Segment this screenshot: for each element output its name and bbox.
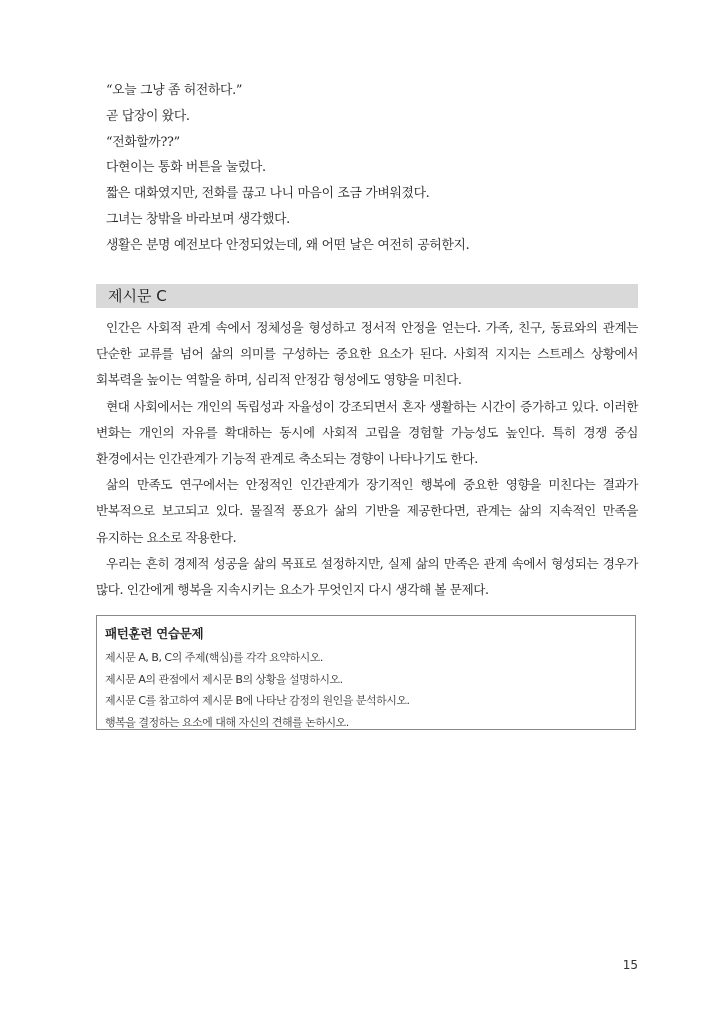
- passage-paragraph: 삶의 만족도 연구에서는 안정적인 인간관계가 장기적인 행복에 중요한 영향을 미친다는 결과가 반복적으로 보고되고 있다. 물질적 풍요가 삶의 기반을 제공한다면, 관계는 삶의 지속적인 만족을 유지하는 요소로 작용한다.: [96, 477, 638, 545]
- exercise-list: [105, 647, 409, 733]
- passage-paragraph: 우리는 흔히 경제적 성공을 삶의 목표로 설정하지만, 실제 삶의 만족은 관계 속에서 형성되는 경우가 많다. 인간에게 행복을 지속시키는 요소가 무엇인지 다시 생각해 볼 문제다.: [96, 555, 638, 598]
- narrative-line: 짧은 대화였지만, 전화를 끊고 나니 마음이 조금 가벼워졌다.: [106, 186, 430, 202]
- narrative-line: “전화할까??”: [106, 134, 180, 150]
- section-title: 제시문 C: [108, 287, 167, 305]
- narrative-passage: [96, 78, 656, 259]
- narrative-line: 그녀는 창밖을 바라보며 생각했다.: [106, 211, 290, 227]
- narrative-line: “오늘 그냥 좀 허전하다.”: [106, 83, 243, 98]
- exercise-item: 제시문 A, B, C의 주제(핵심)를 각각 요약하시오.: [105, 651, 323, 664]
- page-number: 15: [622, 958, 638, 972]
- narrative-line: 곧 답장이 왔다.: [106, 108, 190, 124]
- exercise-title: 패턴훈련 연습문제: [105, 626, 204, 641]
- passage-paragraph: 인간은 사회적 관계 속에서 정체성을 형성하고 정서적 안정을 얻는다. 가족, 친구, 동료와의 관계는 단순한 교류를 넘어 삶의 의미를 구성하는 중요한 요소가 된다. 사회적 지지는 스트레스 상황에서 회복력을 높이는 역할을 하며, 심리적 안정감 형성에도 영향을 미친다.: [96, 320, 638, 388]
- passage-c: [96, 315, 638, 603]
- narrative-line: 생활은 분명 예전보다 안정되었는데, 왜 어떤 날은 여전히 공허한지.: [106, 237, 470, 253]
- exercise-item: 행복을 결정하는 요소에 대해 자신의 견해를 논하시오.: [105, 715, 349, 729]
- narrative-line: 다현이는 통화 버튼을 눌렀다.: [106, 160, 266, 176]
- exercise-item: 제시문 A의 관점에서 제시문 B의 상황을 설명하시오.: [105, 672, 343, 686]
- exercise-box: [96, 615, 636, 730]
- passage-paragraph: 현대 사회에서는 개인의 독립성과 자율성이 강조되면서 혼자 생활하는 시간이 증가하고 있다. 이러한 변화는 개인의 자유를 확대하는 동시에 사회적 고립을 경험할 가능성도 높인다. 특히 경쟁 중심 환경에서는 인간관계가 기능적 관계로 축소되는 경향이 나타나기도 한다.: [96, 398, 638, 467]
- exercise-item: 제시문 C를 참고하여 제시문 B에 나타난 감정의 원인을 분석하시오.: [105, 694, 410, 707]
- section-header-bar: [96, 284, 638, 308]
